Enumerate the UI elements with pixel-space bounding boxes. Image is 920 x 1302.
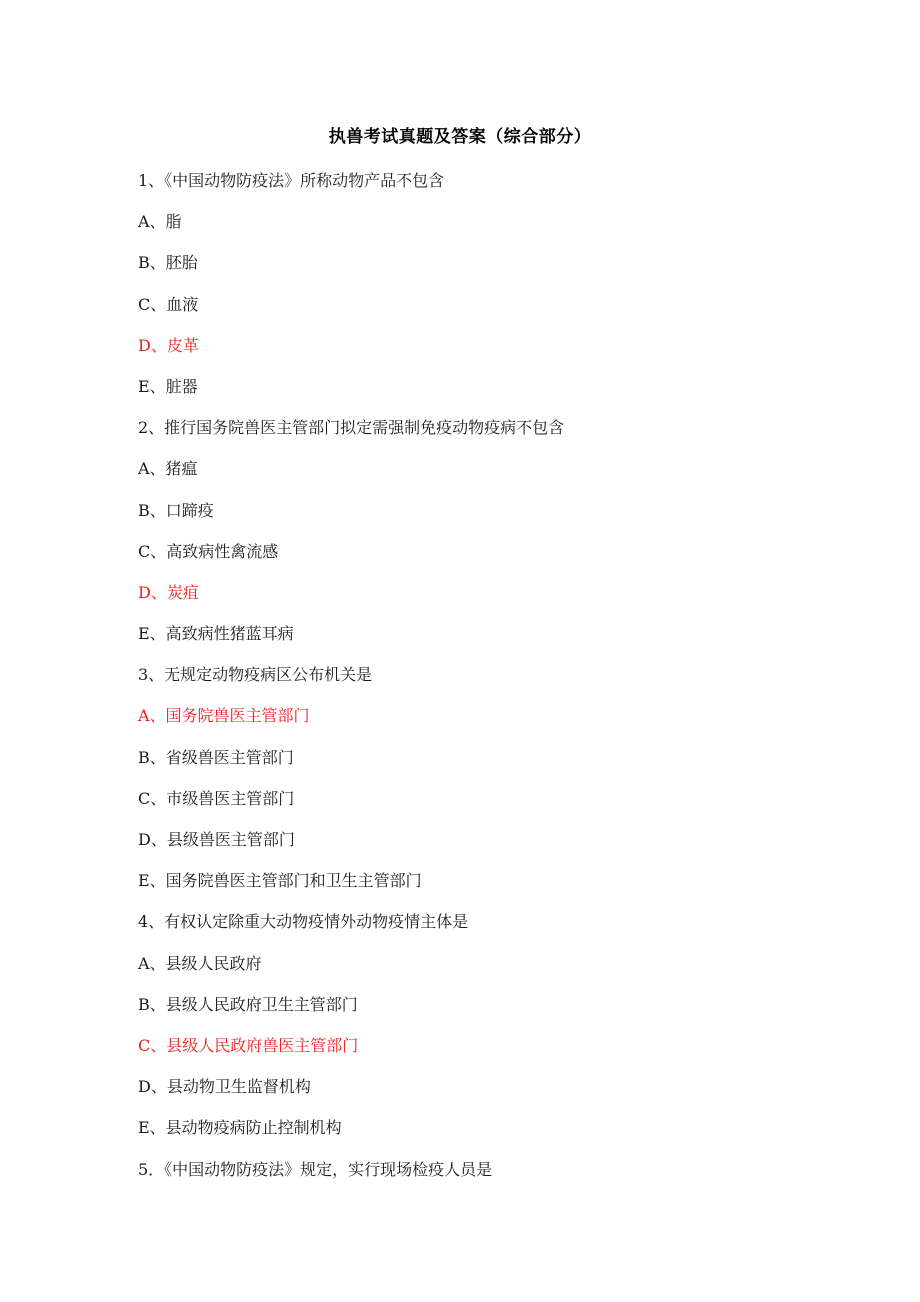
question-4-option-e: E、县动物疫病防止控制机构 bbox=[138, 1118, 342, 1138]
question-1-option-c: C、血液 bbox=[138, 294, 199, 314]
question-3-option-b: B、省级兽医主管部门 bbox=[138, 747, 294, 767]
question-1-option-a: A、脂 bbox=[138, 212, 182, 232]
question-1-option-b: B、胚胎 bbox=[138, 253, 198, 273]
question-1-stem: 1、《中国动物防疫法》所称动物产品不包含 bbox=[138, 171, 445, 190]
question-1-option-d: D、皮革 bbox=[138, 335, 199, 355]
question-2-option-b: B、口蹄疫 bbox=[138, 500, 214, 520]
question-2-option-e: E、高致病性猪蓝耳病 bbox=[138, 624, 294, 644]
question-4-option-a: A、县级人民政府 bbox=[138, 953, 262, 973]
question-2-option-d: D、炭疽 bbox=[138, 582, 199, 602]
document-title: 执兽考试真题及答案（综合部分） bbox=[328, 127, 592, 147]
question-2-option-c: C、高致病性禽流感 bbox=[138, 541, 279, 561]
question-3-option-c: C、市级兽医主管部门 bbox=[138, 788, 295, 808]
question-list bbox=[138, 170, 858, 1200]
question-4-option-c: C、县级人民政府兽医主管部门 bbox=[138, 1035, 359, 1055]
question-1-option-e: E、脏器 bbox=[138, 376, 198, 396]
question-4-option-b: B、县级人民政府卫生主管部门 bbox=[138, 994, 358, 1014]
question-4-stem: 4、有权认定除重大动物疫情外动物疫情主体是 bbox=[138, 912, 469, 932]
question-3-option-e: E、国务院兽医主管部门和卫生主管部门 bbox=[138, 871, 422, 891]
question-3-stem: 3、无规定动物疫病区公布机关是 bbox=[138, 665, 373, 685]
question-3-option-a: A、国务院兽医主管部门 bbox=[138, 706, 310, 726]
question-4-option-d: D、县动物卫生监督机构 bbox=[138, 1077, 311, 1097]
question-2-stem: 2、推行国务院兽医主管部门拟定需强制免疫动物疫病不包含 bbox=[138, 418, 565, 438]
question-5-stem: 5．《中国动物防疫法》规定，实行现场检疫人员是 bbox=[138, 1159, 493, 1179]
question-2-option-a: A、猪瘟 bbox=[138, 459, 198, 479]
question-3-option-d: D、县级兽医主管部门 bbox=[138, 830, 295, 849]
